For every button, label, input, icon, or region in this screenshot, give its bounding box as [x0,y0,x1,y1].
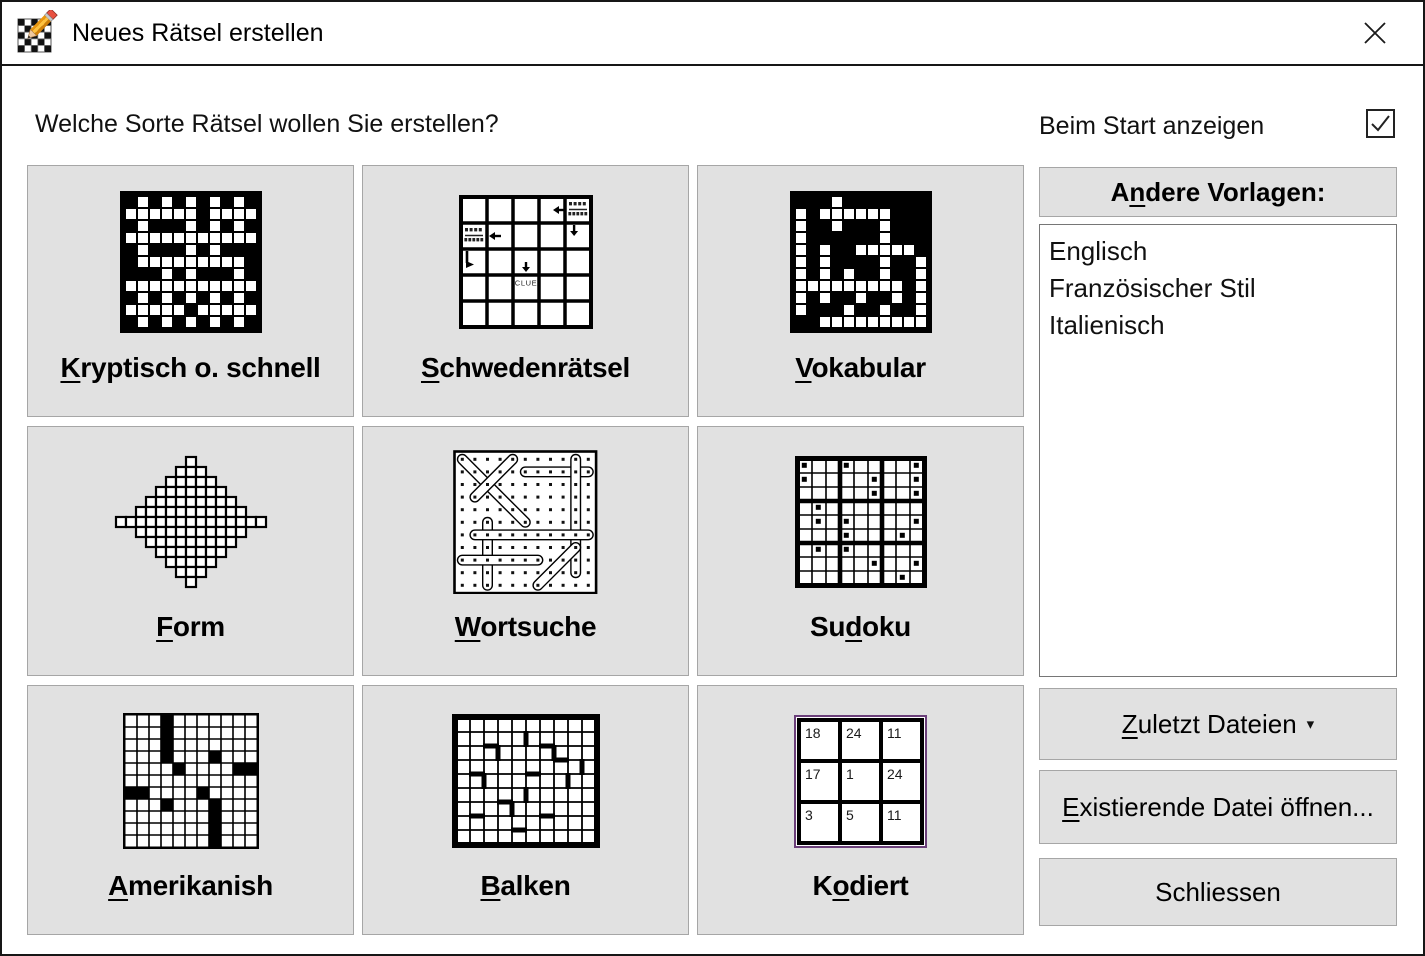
form-preview-image [114,427,268,611]
tile-kryptisch[interactable] [27,165,354,417]
tile-schwedenraetsel-label: Schwedenrätsel [420,352,630,383]
show-on-start-checkbox[interactable] [1366,109,1395,138]
vokabular-preview-image [790,166,932,352]
balken-preview-image [452,686,600,870]
amerikanish-preview-image [123,686,259,870]
sudoku-preview-image [795,427,927,611]
tile-wortsuche-label: Wortsuche [454,611,597,642]
tile-balken-label: Balken [480,870,571,901]
wortsuche-preview-image [453,427,598,611]
tile-amerikanish[interactable] [27,685,354,935]
kodiert-preview-image [794,686,927,870]
dialog-title: Neues Rätsel erstellen [72,18,324,47]
other-templates-header[interactable]: Andere Vorlagen: [1039,167,1397,217]
close-icon[interactable] [1353,11,1397,55]
recent-files-button[interactable]: Zuletzt Dateien ▾ [1039,688,1397,760]
svg-text:11: 11 [887,806,902,823]
tile-vokabular-label: Vokabular [795,352,926,383]
close-dialog-button[interactable]: Schliessen [1039,858,1397,926]
tile-form[interactable] [27,426,354,676]
tile-vokabular[interactable] [697,165,1024,417]
svg-text:18: 18 [805,724,821,741]
tile-sudoku[interactable] [697,426,1024,676]
tile-sudoku-label: Sudoku [810,611,911,642]
title-bar [2,2,1423,66]
show-on-start-label: Beim Start anzeigen [1039,112,1265,140]
app-crossword-pencil-icon [16,10,60,56]
template-item-franzoesischer-stil[interactable]: Französischer Stil [1049,273,1256,303]
svg-text:24: 24 [887,765,903,782]
tile-kryptisch-label: Kryptisch o. schnell [60,352,321,383]
tile-wortsuche[interactable] [362,426,689,676]
svg-text:17: 17 [805,765,821,782]
svg-text:CLUE: CLUE [514,278,537,288]
kryptisch-preview-image [120,166,262,352]
template-item-italienisch[interactable]: Italienisch [1049,310,1165,340]
question-text: Welche Sorte Rätsel wollen Sie erstellen? [35,110,499,138]
svg-text:5: 5 [846,806,854,823]
svg-text:11: 11 [887,724,902,741]
tile-schwedenraetsel[interactable] [362,165,689,417]
schwedenraetsel-preview-image [459,166,593,352]
tile-balken[interactable] [362,685,689,935]
dropdown-caret-icon: ▾ [1306,716,1315,733]
tile-kodiert[interactable] [697,685,1024,935]
svg-text:24: 24 [846,724,862,741]
open-existing-file-button[interactable]: Existierende Datei öffnen... [1039,770,1397,844]
tile-amerikanish-label: Amerikanish [108,870,273,901]
template-listbox[interactable] [1039,224,1397,677]
tile-kodiert-label: Kodiert [812,870,909,901]
svg-text:1: 1 [846,765,854,782]
svg-text:3: 3 [805,806,813,823]
tile-form-label: Form [156,611,225,642]
puzzle-type-grid [27,165,1024,935]
template-item-englisch[interactable]: Englisch [1049,236,1148,266]
